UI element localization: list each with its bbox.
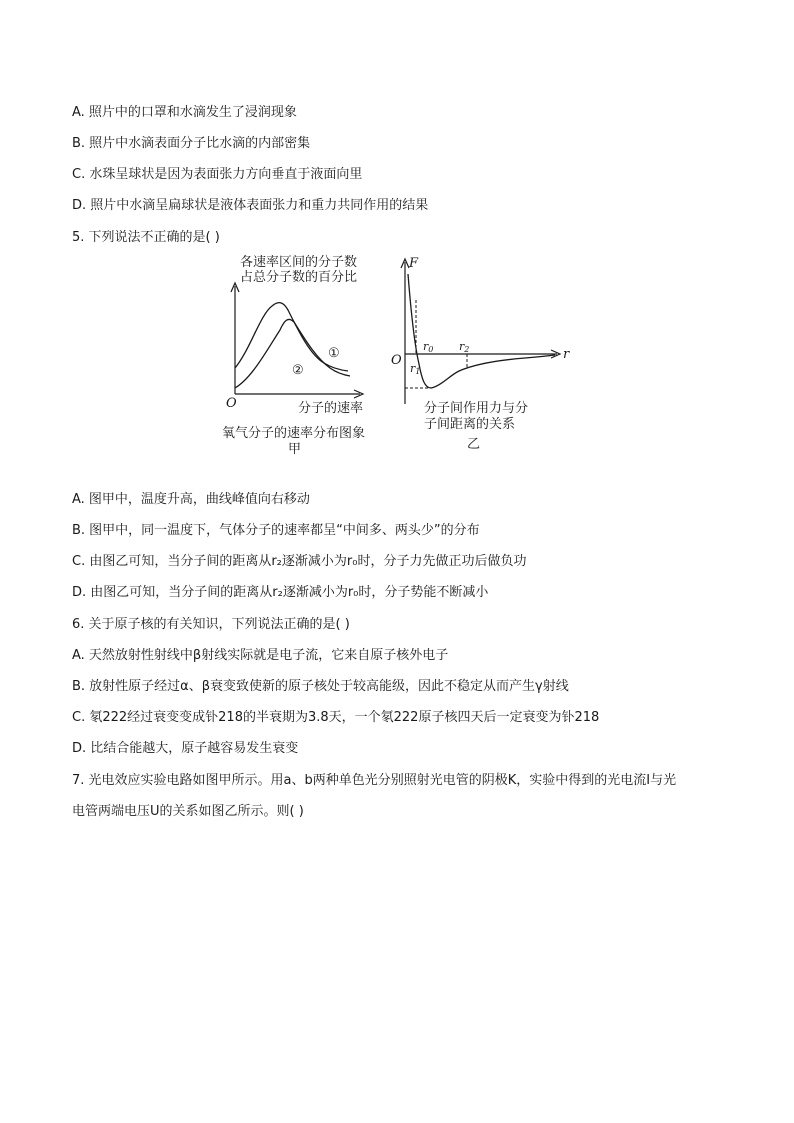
fig-jia-origin: O xyxy=(226,396,237,411)
q6-option-a: A. 天然放射性射线中β射线实际就是电子流，它来自原子核外电子 xyxy=(72,648,449,663)
q6-option-b: B. 放射性原子经过α、β衰变致使新的原子核处于较高能级，因此不稳定从而产生γ射线 xyxy=(72,679,569,694)
q5-option-c: C. 由图乙可知，当分子间的距离从r₂逐渐减小为r₀时，分子力先做正功后做负功 xyxy=(72,554,527,569)
fig-jia-ylabel-line1: 各速率区间的分子数 xyxy=(240,255,358,270)
fig-yi-origin: O xyxy=(391,353,402,368)
q6-option-c: C. 氡222经过衰变变成钋218的半衰期为3.8天，一个氡222原子核四天后一定衰变为钋218 xyxy=(72,710,600,725)
fig-yi-caption-line2: 子间距离的关系 xyxy=(424,417,516,432)
fig-yi-r0-label: r0 xyxy=(423,340,434,354)
figure-yi xyxy=(385,252,575,460)
q4-option-d: D. 照片中水滴呈扁球状是液体表面张力和重力共同作用的结果 xyxy=(72,198,429,213)
fig-yi-force-curve xyxy=(408,274,555,388)
fig-yi-r2-label: r2 xyxy=(459,340,470,354)
fig-jia-ylabel-line2: 占总分子数的百分比 xyxy=(240,270,358,285)
fig-yi-caption-line1: 分子间作用力与分 xyxy=(424,401,529,416)
q6-stem: 6. 关于原子核的有关知识，下列说法正确的是( ) xyxy=(72,617,350,632)
fig-yi-ylabel: F xyxy=(409,256,419,271)
fig-jia-curve1-label: ① xyxy=(328,346,340,361)
fig-yi-xlabel: r xyxy=(563,347,570,362)
q7-stem-line1: 7. 光电效应实验电路如图甲所示。用a、b两种单色光分别照射光电管的阴极K，实验中得到的光电流I与光 xyxy=(72,773,677,788)
q4-option-c: C. 水珠呈球状是因为表面张力方向垂直于液面向里 xyxy=(72,167,363,182)
q5-option-b: B. 图甲中，同一温度下，气体分子的速率都呈“中间多、两头少”的分布 xyxy=(72,523,480,538)
fig-jia-xlabel: 分子的速率 xyxy=(298,401,364,416)
fig-yi-name: 乙 xyxy=(467,437,481,452)
q4-option-b: B. 照片中水滴表面分子比水滴的内部密集 xyxy=(72,136,311,151)
fig-jia-name: 甲 xyxy=(288,442,302,457)
q5-option-a: A. 图甲中，温度升高，曲线峰值向右移动 xyxy=(72,492,310,507)
q7-stem-line2: 电管两端电压U的关系如图乙所示。则( ) xyxy=(72,804,304,819)
figure-jia xyxy=(222,250,397,460)
q6-option-d: D. 比结合能越大，原子越容易发生衰变 xyxy=(72,741,299,756)
fig-jia-caption: 氧气分子的速率分布图象 xyxy=(222,426,366,441)
fig-yi-r1-label: r1 xyxy=(410,362,421,376)
q5-stem: 5. 下列说法不正确的是( ) xyxy=(72,230,220,245)
fig-jia-curve2-label: ② xyxy=(292,363,304,378)
q4-option-a: A. 照片中的口罩和水滴发生了浸润现象 xyxy=(72,105,297,120)
q5-option-d: D. 由图乙可知，当分子间的距离从r₂逐渐减小为r₀时，分子势能不断减小 xyxy=(72,585,489,600)
